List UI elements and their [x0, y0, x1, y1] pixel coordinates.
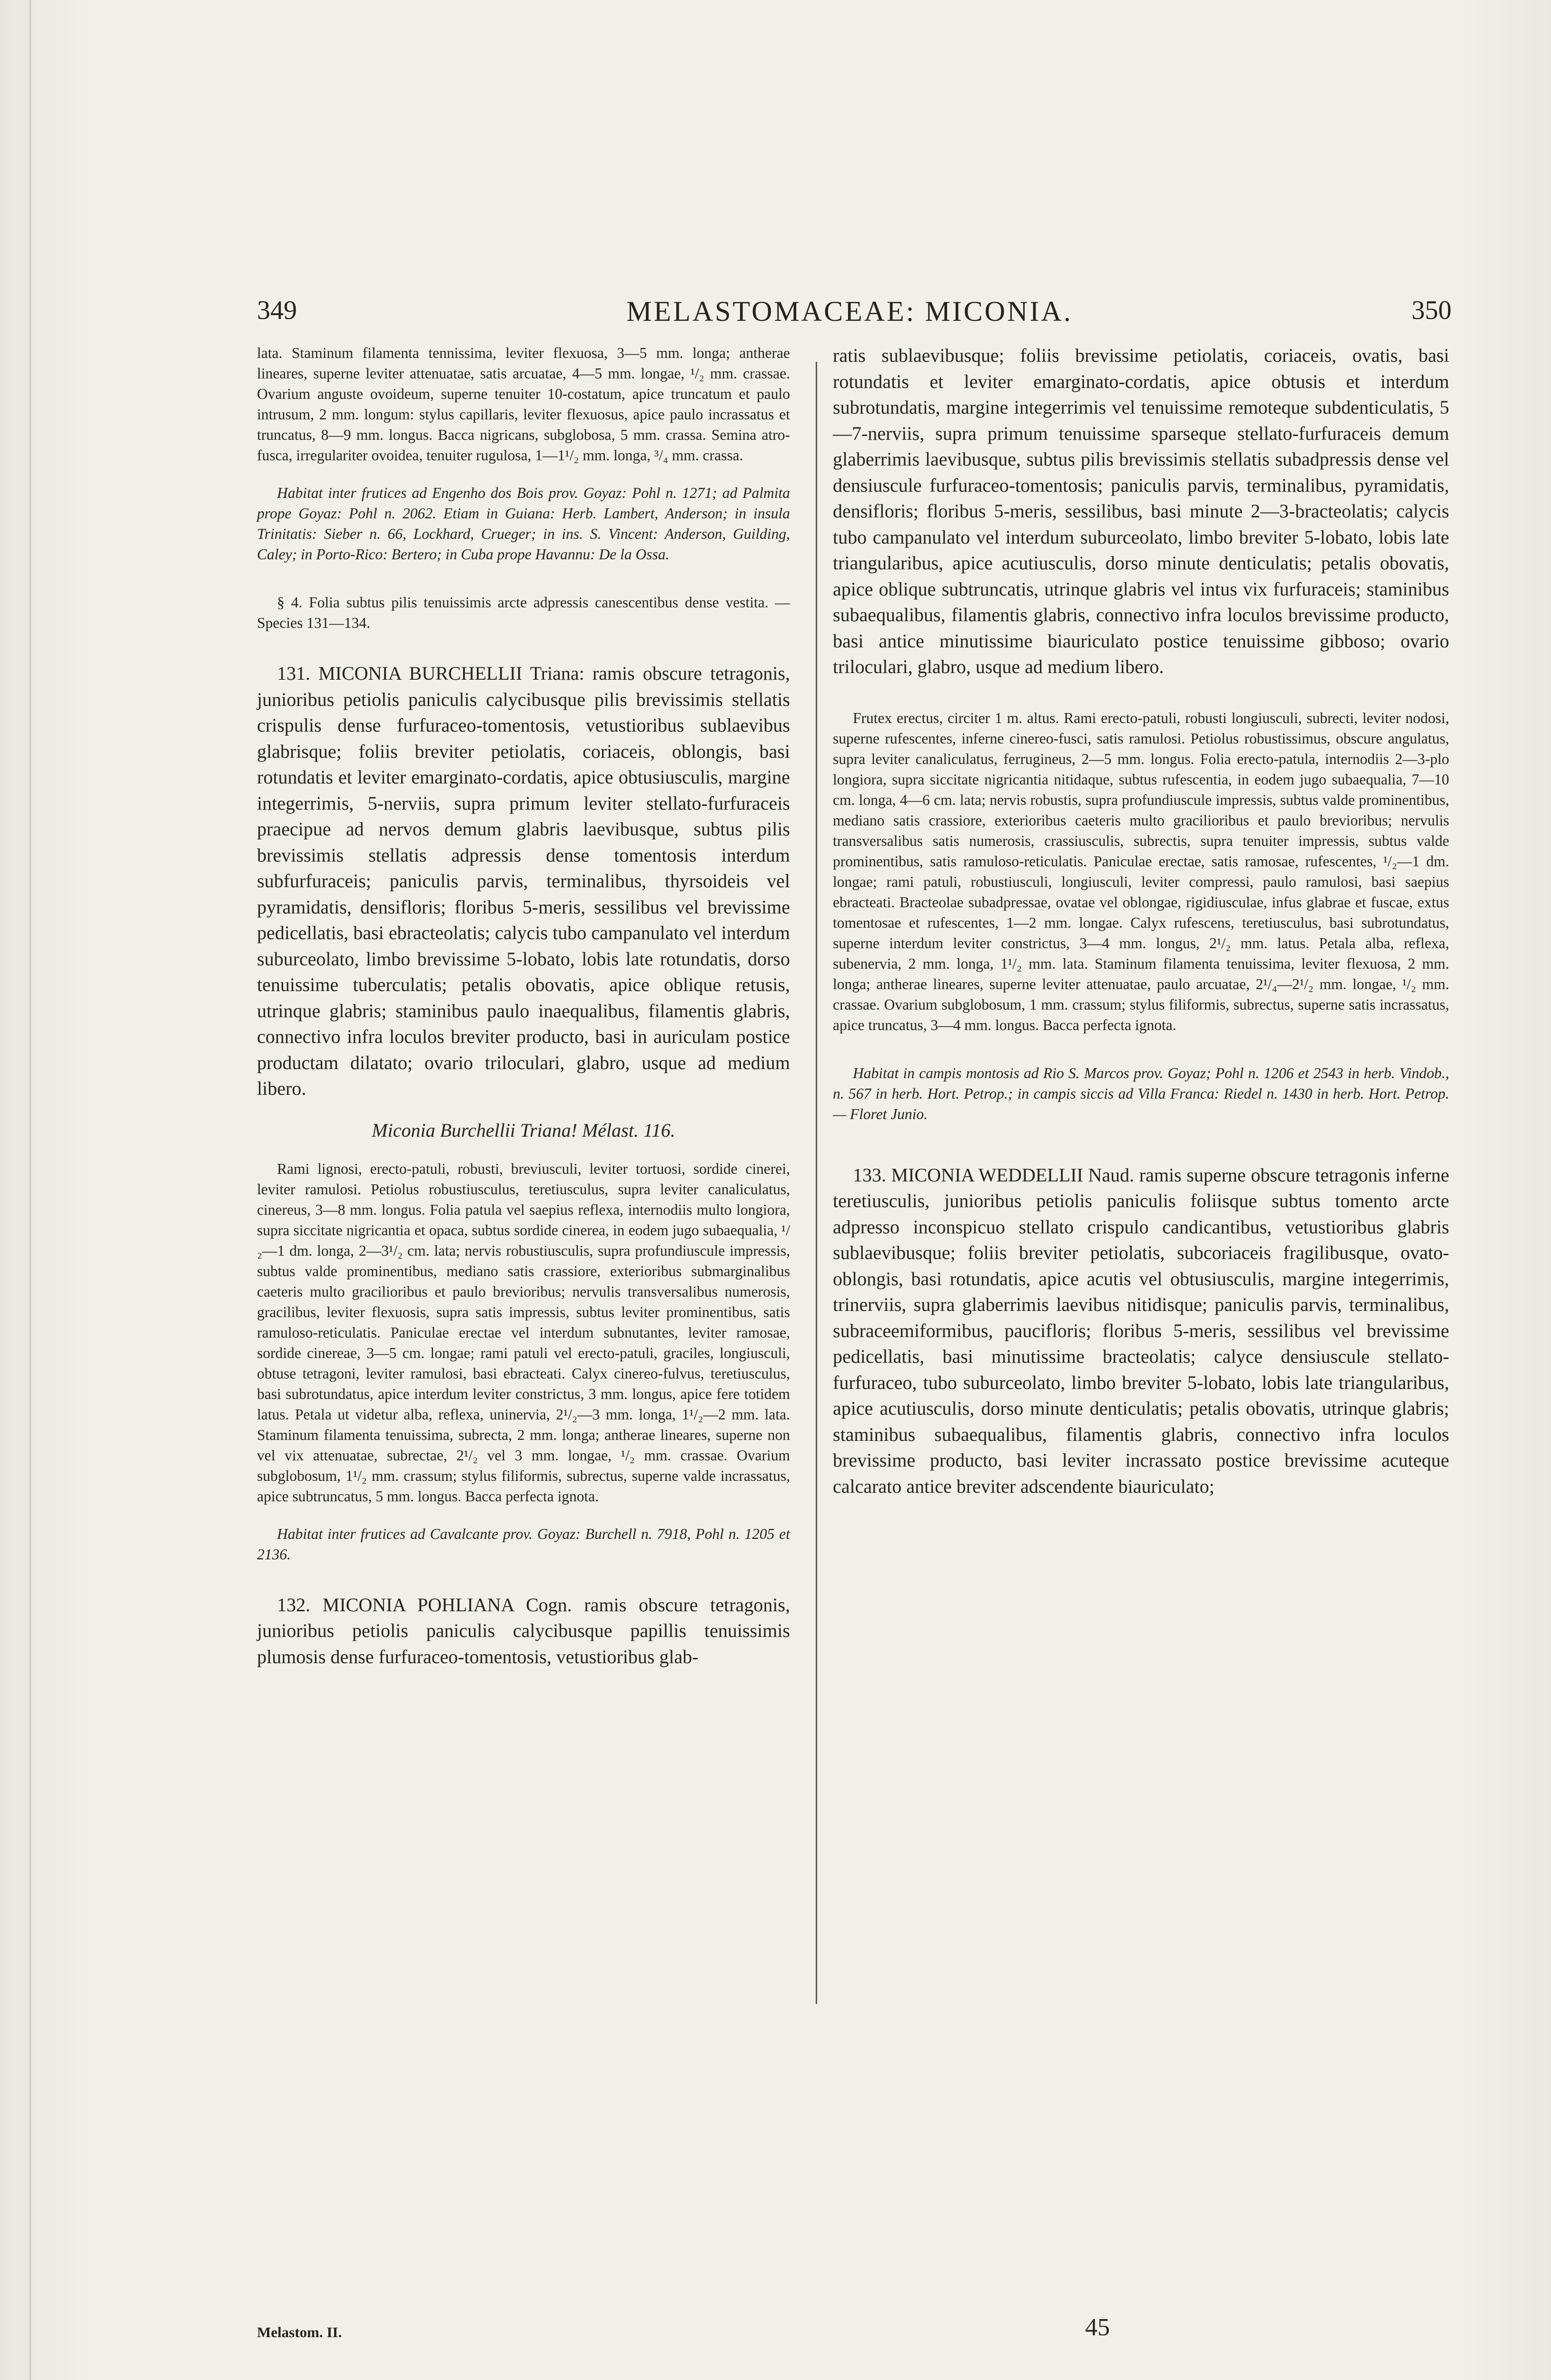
- right-column: [833, 343, 1449, 1499]
- column-divider: [816, 362, 817, 2004]
- footer-volume: Melastom. II.: [257, 2324, 342, 2340]
- page-number-left: 349: [257, 296, 297, 325]
- habitat-paragraph: Habitat inter frutices ad Engenho dos Bois prov. Goyaz: Pohl n. 1271; ad Palmita prope Goyaz: Pohl n. 2062. Etiam in Guiana: Herb. Lambert, Anderson; in insula Trinitatis: Sieber n. 66, Lockhard, Crueger; in ins. S. Vincent: Anderson, Guilding, Caley; in Porto-Rico: Bertero; in Cuba prope Havannu: De la Ossa.: [257, 485, 790, 563]
- species-133-diagnosis: 133. MICONIA WEDDELLII Naud. ramis superne obscure tetragonis inferne teretiusculis, junioribus petiolis paniculis foliisque subtus tomento arcte adpresso inconspicuo stellato crispulo candicantibus, vetustioribus glabris sublaevibusque; foliis breviter petiolatis, subcoriaceis fragilibusque, ovato-oblongis, basi rotundatis, apice acutis vel obtusiusculis, margine integerrimis, trinerviis, supra glaberrimis laevibus nitidisque; paniculis parvis, terminalibus, subraceemiformibus, paucifloris; floribus 5-meris, sessilibus vel brevissime pedicellatis, basi minutissime bracteolatis; calyce densiuscule stellato-furfuraceo, tubo suburceolato, limbo breviter 5-lobato, lobis late triangularibus, apice acutiusculis, dorso minute denticulatis; petalis obovatis, utrinque glabris; staminibus subaequalibus, filamentis glabris, connectivo infra loculos brevissime producto, basi leviter incrassato postice brevissime acuteque calcarato antice breviter adscendente biauriculato;: [833, 1164, 1449, 1497]
- species-131-citation: Miconia Burchellii Triana! Mélast. 116.: [372, 1119, 675, 1141]
- species-131-habitat: Habitat inter frutices ad Cavalcante prov. Goyaz: Burchell n. 7918, Pohl n. 1205 et 2136.: [257, 1525, 790, 1563]
- section-heading: § 4. Folia subtus pilis tenuissimis arcte adpressis canescentibus dense vestita. — Species 131—134.: [257, 594, 790, 631]
- species-132-habitat: Habitat in campis montosis ad Rio S. Marcos prov. Goyaz; Pohl n. 1206 et 2543 in herb. Vindob., n. 567 in herb. Hort. Petrop.; in campis siccis ad Villa Franca: Riedel n. 1430 in herb. Hort. Petrop. — Floret Junio.: [833, 1064, 1449, 1122]
- description-continued: lata. Staminum filamenta tennissima, leviter flexuosa, 3—5 mm. longa; antherae lineares, superne leviter attenuatae, satis arcuatae, 4—5 mm. longae, ¹/₂ mm. crassae. Ovarium anguste ovoideum, superne tenuiter 10-costatum, apice truncatum et paulo intrusum, 2 mm. longum: stylus capillaris, leviter flexuosus, apice paulo incrassatus et truncatus, 8—9 mm. longus. Bacca nigricans, subglobosa, 5 mm. crassa. Semina atro-fusca, irregulariter ovoidea, tenuiter rugulosa, 1—1¹/₂ mm. longa, ³/₄ mm. crassa.: [257, 345, 790, 464]
- species-131-diagnosis: 131. MICONIA BURCHELLII Triana: ramis obscure tetragonis, junioribus petiolis paniculis calycibusque pilis brevissimis stellatis crispulis dense furfuraceo-tomentosis, vetustioribus sublaevibus glabrisque; foliis breviter petiolatis, coriaceis, oblongis, basi rotundatis et leviter emarginato-cordatis, apice obtusiusculis, margine integerrimis, 5-nerviis, supra primum leviter stellato-furfuraceis praecipue ad nervos demum glabris laevibusque, subtus pilis brevissimis stellatis adpressis dense tomentosis interdum subfurfuraceis; paniculis parvis, terminalibus, thyrsoideis vel pyramidatis, densifloris; floribus 5-meris, sessilibus vel brevissime pedicellatis, basi ebracteolatis; calycis tubo campanulato vel interdum suburceolato, limbo brevissime 5-lobato, lobis late rotundatis, dorso tenuissime tuberculatis; petalis obovatis, apice oblique retusis, utrinque glabris; staminibus paulo inaequalibus, filamentis glabris, connectivo infra loculos breviter producto, basi in auriculam posticе productam dilatato; ovario triloculari, glabro, usque ad medium libero.: [257, 663, 790, 1099]
- species-132-diagnosis: 132. MICONIA POHLIANA Cogn. ramis obscure tetragonis, junioribus petiolis paniculis calycibusque papillis tenuissimis plumosis dense furfuraceo-tomentosis, vetustioribus glab-: [257, 1594, 790, 1667]
- page-number-right: 350: [1412, 296, 1452, 325]
- species-132-description: Frutex erectus, circiter 1 m. altus. Rami erecto-patuli, robusti longiusculi, subrecti, leviter nodosi, superne rufescentes, inferne cinereo-fusci, satis ramulosi. Petiolus robustissimus, obscure angulatus, supra leviter canaliculatus, ferrugineus, 2—5 mm. longus. Folia erecto-patula, internodiis 2—3-plo longiora, supra siccitate nigricantia nitidaque, subtus rufescentia, in eodem jugo subaequalia, 7—10 cm. longa, 4—6 cm. lata; nervis robustis, supra profundiuscule impressis, subtus valde prominentibus, mediano satis crassiore, exterioribus caeteris multo gracilioribus et paulo brevioribus; nervulis transversalibus satis numerosis, crassiusculis, subrectis, supra tenuiter impressis, subtus valde prominentibus, satis ramuloso-reticulatis. Paniculae erectae, satis ramosae, rufescentes, ¹/₂—1 dm. longae; rami patuli, robustiusculi, longiusculi, leviter compressi, paulo ramulosi, basi saepius ebracteati. Bracteolae subadpressae, ovatae vel oblongae, rigidiusculae, infus glabrae et fuscae, extus tomentosae et rufescentes, 1—2 mm. longae. Calyx rufescens, teretiusculus, basi subrotundatus, superne interdum leviter constrictus, 3—4 mm. longus, 2¹/₂ mm. latus. Petala alba, reflexa, subenervia, 2 mm. longa, 1¹/₂ mm. lata. Staminum filamenta tenuissima, leviter flexuosa, 2 mm. longa; antherae lineares, superne leviter attenuatae, paulo arcuatae, 2¹/₄—2¹/₂ mm. longae, ¹/₂ mm. crassae. Ovarium subglobosum, 1 mm. crassum; stylus filiformis, subrectus, superne satis incrassatus, apice truncatus, 3—4 mm. longus. Bacca perfecta ignota.: [833, 709, 1449, 1033]
- left-column: [257, 343, 790, 1670]
- running-title: MELASTOMACEAE: MICONIA.: [626, 296, 1073, 327]
- species-131-description: Rami lignosi, erecto-patuli, robusti, breviusculi, leviter tortuosi, sordide cinerei, leviter ramulosi. Petiolus robustiusculus, teretiusculus, supra leviter canaliculatus, cinereus, 3—8 mm. longus. Folia patula vel saepius reflexa, internodiis multo longiora, supra siccitate nigricantia et opaca, subtus sordide cinerea, in eodem jugo subaequalia, ¹/₂—1 dm. longa, 2—3¹/₂ cm. lata; nervis robustiusculis, supra profundiuscule impressis, subtus valde prominentibus, mediano satis crassiore, exterioribus submarginalibus caeteris multo gracilioribus et paulo brevioribus; nervulis transversalibus numerosis, gracilibus, leviter flexuosis, supra satis impressis, subtus leviter prominentibus, satis ramuloso-reticulatis. Paniculae erectae vel interdum subnutantes, leviter ramosae, sordide cinereae, 3—5 cm. longae; rami patuli vel erecto-patuli, graciles, longiusculi, obtuse tetragoni, leviter ramulosi, basi ebracteati. Calyx cinereo-fulvus, teretiusculus, basi subrotundatus, apice interdum leviter constrictus, 3 mm. longus, apice fere totidem latus. Petala ut videtur alba, reflexa, uninervia, 2¹/₂—3 mm. longa, 1¹/₂—2 mm. lata. Staminum filamenta tenuissima, subrecta, 2 mm. longa; antherae lineares, superne non vel vix attenuatae, subrectae, 2¹/₂ vel 3 mm. longae, ¹/₂ mm. crassae. Ovarium subglobosum, 1¹/₂ mm. crassum; stylus filiformis, subrectus, superne valde incrassatus, apice subtruncatus, 5 mm. longus. Bacca perfecta ignota.: [257, 1160, 790, 1505]
- page-edge-line: [30, 0, 31, 2380]
- species-132-diagnosis-continued: ratis sublaevibusque; foliis brevissime petiolatis, coriaceis, ovatis, basi rotundatis et leviter emarginato-cordatis, apice obtusis et interdum subrotundatis, margine integerrimis vel tenuissime remoteque subdenticulatis, 5—7-nerviis, supra primum tenuissime sparseque stellato-furfuraceis demum glaberrimis laevibusque, subtus pilis brevissimis stellatis subadpressis dense vel densiuscule furfuraceo-tomentosis; paniculis parvis, terminalibus, pyramidatis, densifloris; floribus 5-meris, sessilibus, basi minute 2—3-bracteolatis; calycis tubo campanulato vel interdum suburceolato, limbo breviter 5-lobato, lobis late triangularibus, apice acutiusculis, dorso minute denticulatis; petalis obovatis, apice oblique subtruncatis, utrinque glabris vel intus vix furfuraceis; staminibus subaequalibus, filamentis glabris, connectivo infra loculos brevissime producto, basi antice minutissime biauriculato postice tenuissime gibboso; ovario triloculari, glabro, usque ad medium libero.: [833, 345, 1449, 677]
- signature-mark: 45: [1085, 2314, 1110, 2341]
- running-header: [238, 295, 1461, 338]
